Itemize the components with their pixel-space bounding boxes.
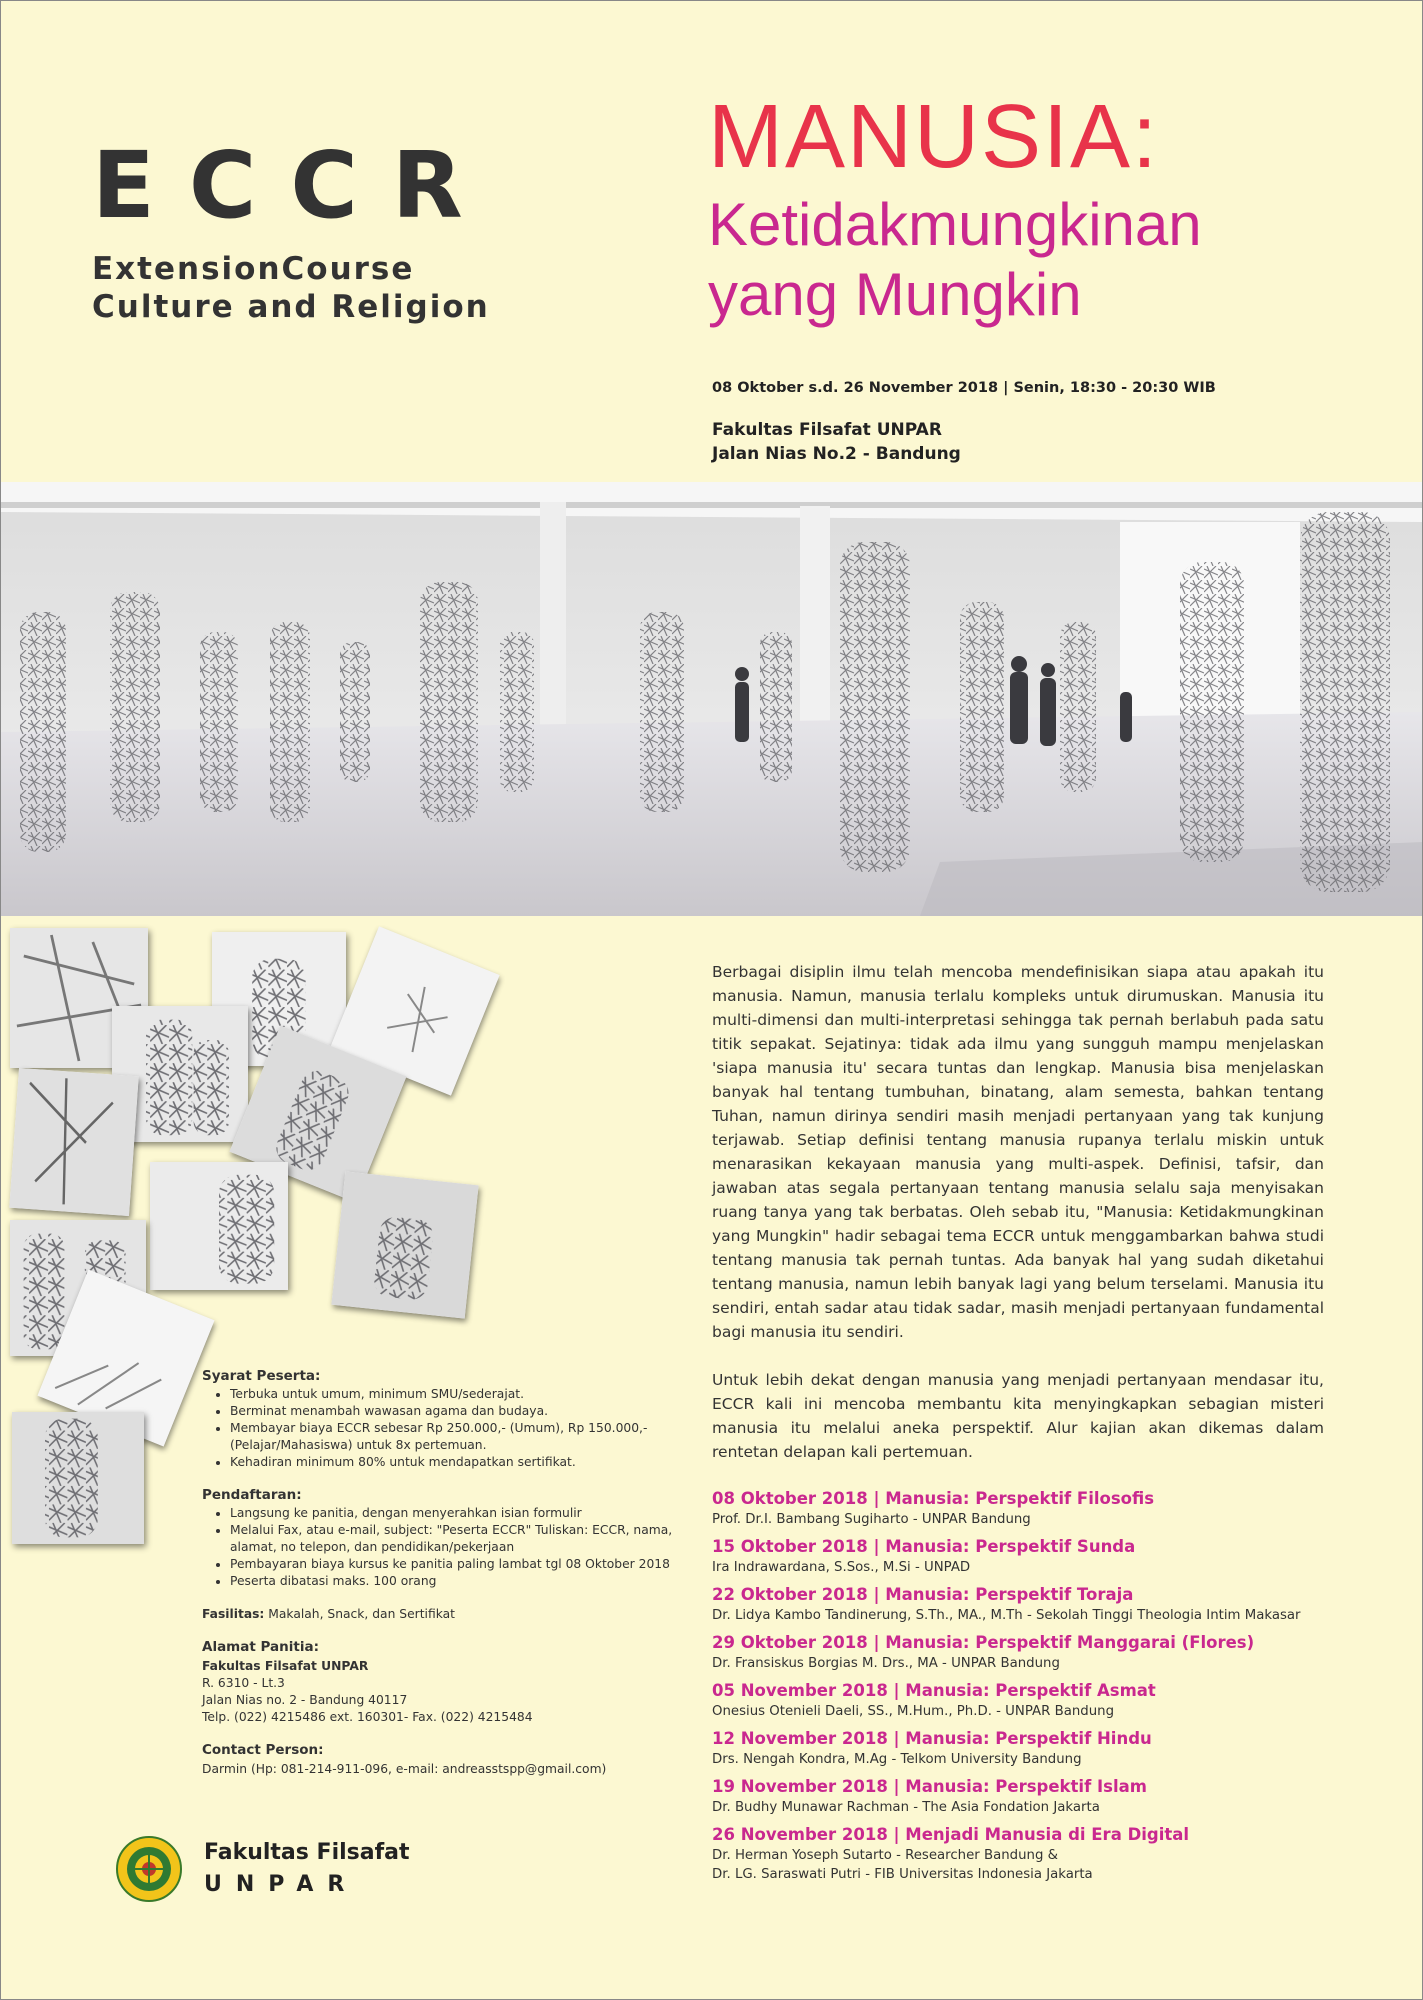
committee-street: Jalan Nias no. 2 - Bandung 40117 bbox=[202, 1693, 408, 1707]
schedule-item bbox=[712, 1680, 1352, 1721]
schedule-speaker: Dr. Herman Yoseph Sutarto - Researcher Bandung & bbox=[712, 1848, 1058, 1863]
brand-title: ECCR bbox=[92, 132, 497, 239]
event-info bbox=[712, 380, 1216, 466]
collage-photo-6 bbox=[9, 1068, 138, 1216]
schedule-item bbox=[712, 1632, 1352, 1673]
event-dates: 08 Oktober s.d. 26 November 2018 | Senin, 18:30 - 20:30 WIB bbox=[712, 380, 1216, 396]
headline-sub-line2: yang Mungkin bbox=[708, 261, 1082, 328]
schedule-title: 05 November 2018 | Manusia: Perspektif Asmat bbox=[712, 1681, 1156, 1700]
schedule-speaker-2: Dr. LG. Saraswati Putri - FIB Universitas Indonesia Jakarta bbox=[712, 1867, 1093, 1882]
contact-person bbox=[202, 1742, 682, 1778]
committee-name: Fakultas Filsafat UNPAR bbox=[202, 1659, 369, 1673]
schedule-item bbox=[712, 1488, 1352, 1529]
facilities-label: Fasilitas: bbox=[202, 1607, 265, 1621]
schedule-item bbox=[712, 1536, 1352, 1577]
committee-address bbox=[202, 1639, 682, 1726]
registration-heading: Pendaftaran: bbox=[202, 1487, 302, 1503]
schedule-title: 08 Oktober 2018 | Manusia: Perspektif Filosofis bbox=[712, 1489, 1155, 1508]
participant-info bbox=[202, 1368, 682, 1794]
headline-sub-line1: Ketidakmungkinan bbox=[708, 191, 1202, 258]
schedule-item bbox=[712, 1824, 1352, 1884]
schedule-item bbox=[712, 1728, 1352, 1769]
requirement-item: • Kehadiran minimum 80% untuk mendapatkan sertifikat. bbox=[230, 1454, 682, 1471]
schedule-title: 15 Oktober 2018 | Manusia: Perspektif Sunda bbox=[712, 1537, 1136, 1556]
collage-photo-8 bbox=[331, 1171, 478, 1318]
faculty-logo bbox=[116, 1836, 416, 1906]
schedule-speaker: Prof. Dr.I. Bambang Sugiharto - UNPAR Bandung bbox=[712, 1512, 1031, 1527]
schedule-title: 19 November 2018 | Manusia: Perspektif Islam bbox=[712, 1777, 1147, 1796]
schedule-title: 22 Oktober 2018 | Manusia: Perspektif Toraja bbox=[712, 1585, 1134, 1604]
description bbox=[712, 960, 1324, 1488]
description-paragraph-2: Untuk lebih dekat dengan manusia yang menjadi pertanyaan mendasar itu, ECCR kali ini mencoba membantu kita menyingkapkan sebagian misteri manusia itu melalui aneka perspektif. Alur kajian akan dikemas dalam rentetan delapan kali pertemuan. bbox=[712, 1371, 1324, 1461]
schedule-list bbox=[712, 1488, 1352, 1891]
committee-room: R. 6310 - Lt.3 bbox=[202, 1676, 285, 1690]
gallery-image bbox=[0, 482, 1423, 916]
event-place-line2: Jalan Nias No.2 - Bandung bbox=[712, 444, 961, 464]
university-name: UNPAR bbox=[204, 1872, 359, 1897]
event-place bbox=[712, 418, 1216, 466]
event-place-line1: Fakultas Filsafat UNPAR bbox=[712, 420, 942, 440]
committee-phone: Telp. (022) 4215486 ext. 160301- Fax. (022) 4215484 bbox=[202, 1710, 533, 1724]
schedule-title: 29 Oktober 2018 | Manusia: Perspektif Manggarai (Flores) bbox=[712, 1633, 1255, 1652]
description-paragraph-1: Berbagai disiplin ilmu telah mencoba mendefinisikan siapa atau apakah itu manusia. Namun, manusia terlalu kompleks untuk dirumuskan. Manusia itu multi-dimensi dan multi-interpretasi sehingga tak pernah berlabuh pada satu titik sepakat. Sejatinya: tidak ada ilmu yang sungguh mampu menjelaskan 'siapa manusia itu' secara tuntas dan lengkap. Manusia bisa menjelaskan banyak hal tentang tumbuhan, binatang, alam semesta, bahkan tentang Tuhan, namun dirinya sendiri masih menjadi pertanyaan yang tak kunjung terjawab. Setiap definisi tentang manusia rupanya terlalu miskin untuk menarasikan kekayaan manusia yang multi-aspek. Definisi, tafsir, dan jawaban atas segala pertanyaan tentang manusia selalu saja menyisakan ruang tanya yang tak berbatas. Oleh sebab itu, "Manusia: Ketidakmungkinan yang Mungkin" hadir sebagai tema ECCR untuk menggambarkan bahwa studi tentang manusia tak pernah tuntas. Ada banyak hal yang sudah diketahui tentang manusia, namun lebih banyak lagi yang belum terselami. Manusia itu sendiri, entah sadar atau tidak sadar, masih menjadi pertanyaan fundamental bagi manusia itu sendiri. bbox=[712, 963, 1324, 1341]
headline-sub bbox=[708, 190, 1388, 330]
requirement-item: • Terbuka untuk umum, minimum SMU/sederajat. bbox=[230, 1386, 682, 1403]
schedule-item bbox=[712, 1584, 1352, 1625]
hero-gallery-photo bbox=[0, 482, 1423, 916]
requirement-item: • Membayar biaya ECCR sebesar Rp 250.000,- (Umum), Rp 150.000,- (Pelajar/Mahasiswa) untuk 8x pertemuan. bbox=[230, 1420, 682, 1454]
requirement-item: • Berminat menambah wawasan agama dan budaya. bbox=[230, 1403, 682, 1420]
schedule-speaker: Dr. Lidya Kambo Tandinerung, S.Th., MA., M.Th - Sekolah Tinggi Theologia Intim Makasar bbox=[712, 1608, 1301, 1623]
brand-subtitle-line2: Culture and Religion bbox=[92, 289, 490, 325]
collage-photo-7 bbox=[150, 1162, 288, 1290]
schedule-speaker: Ira Indrawardana, S.Sos., M.Si - UNPAD bbox=[712, 1560, 971, 1575]
facilities-value: Makalah, Snack, dan Sertifikat bbox=[264, 1607, 455, 1621]
schedule-title: 12 November 2018 | Manusia: Perspektif Hindu bbox=[712, 1729, 1152, 1748]
facilities bbox=[202, 1606, 682, 1623]
registration-item: • Pembayaran biaya kursus ke panitia paling lambat tgl 08 Oktober 2018 bbox=[230, 1556, 682, 1573]
headline bbox=[708, 87, 1388, 330]
brand-subtitle bbox=[92, 250, 497, 326]
registration-item: • Langsung ke panitia, dengan menyerahkan isian formulir bbox=[230, 1505, 682, 1522]
collage-photo-11 bbox=[12, 1412, 144, 1544]
eccr-logo bbox=[92, 132, 497, 326]
schedule-item bbox=[712, 1776, 1352, 1817]
registration-list bbox=[202, 1505, 682, 1590]
registration-item: • Melalui Fax, atau e-mail, subject: "Peserta ECCR" Tuliskan: ECCR, nama, alamat, no telepon, dan pendidikan/pekerjaan bbox=[230, 1522, 682, 1556]
requirements-heading: Syarat Peserta: bbox=[202, 1368, 321, 1384]
faculty-name: Fakultas Filsafat bbox=[204, 1840, 410, 1865]
schedule-title: 26 November 2018 | Menjadi Manusia di Era Digital bbox=[712, 1825, 1190, 1844]
contact-value: Darmin (Hp: 081-214-911-096, e-mail: andreasstspp@gmail.com) bbox=[202, 1762, 607, 1776]
contact-heading: Contact Person: bbox=[202, 1742, 324, 1758]
university-seal-icon bbox=[116, 1836, 182, 1902]
schedule-speaker: Dr. Fransiskus Borgias M. Drs., MA - UNPAR Bandung bbox=[712, 1656, 1060, 1671]
committee-heading: Alamat Panitia: bbox=[202, 1639, 319, 1655]
schedule-speaker: Onesius Otenieli Daeli, SS., M.Hum., Ph.D. - UNPAR Bandung bbox=[712, 1704, 1115, 1719]
headline-main: MANUSIA: bbox=[708, 87, 1160, 187]
requirements-list bbox=[202, 1386, 682, 1471]
registration-item: • Peserta dibatasi maks. 100 orang bbox=[230, 1573, 682, 1590]
schedule-speaker: Dr. Budhy Munawar Rachman - The Asia Fondation Jakarta bbox=[712, 1800, 1100, 1815]
schedule-speaker: Drs. Nengah Kondra, M.Ag - Telkom University Bandung bbox=[712, 1752, 1082, 1767]
brand-subtitle-line1: ExtensionCourse bbox=[92, 251, 415, 287]
